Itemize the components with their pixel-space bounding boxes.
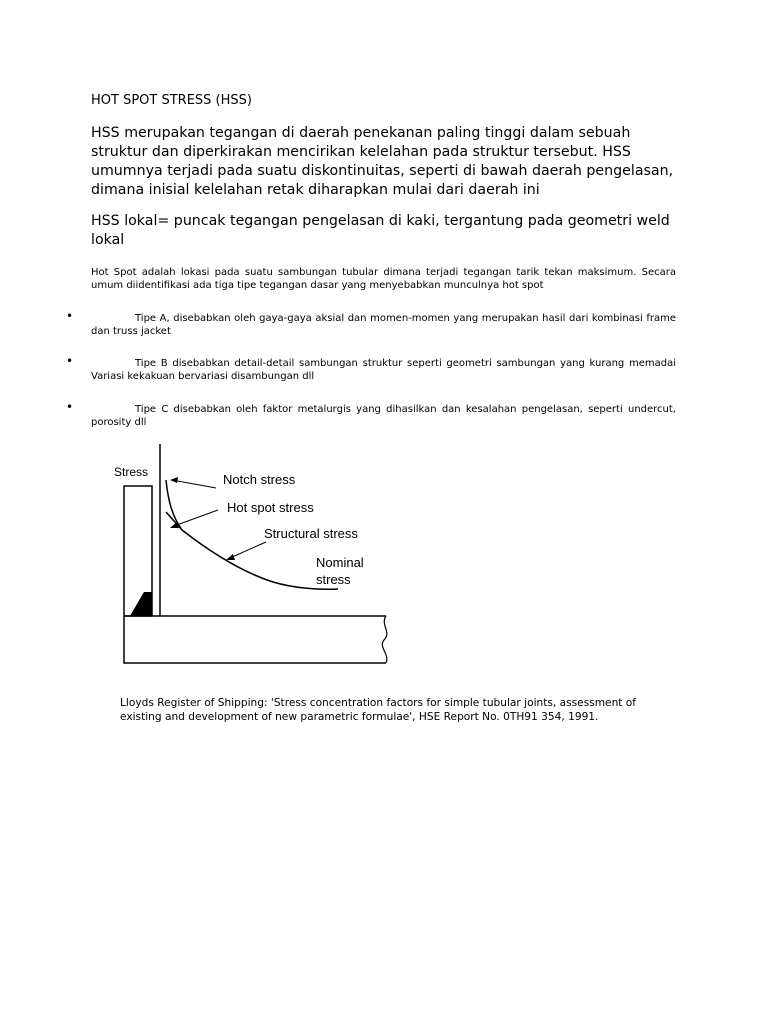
hot-spot-stress-label: Hot spot stress [227, 500, 314, 515]
stress-axis-label: Stress [114, 465, 149, 479]
structural-stress-label: Structural stress [264, 526, 358, 541]
bullet-dot-icon: • [66, 309, 74, 323]
arrow-structural [230, 542, 266, 558]
stress-diagram [108, 440, 398, 670]
paragraph-hss-definition: HSS merupakan tegangan di daerah penekanan paling tinggi dalam sebuah struktur dan diperkirakan mencirikan kelelahan pada struktur tersebut. HSS umumnya terjadi pada suatu diskontinuitas, seperti di bawah daerah pengelasan, dimana inisial kelelahan retak diharapkan mulai dari daerah ini [91, 125, 674, 198]
bullet-dot-icon: • [66, 400, 74, 414]
structural-stress-curve [166, 512, 338, 589]
arrow-hot-spot [174, 510, 218, 526]
reference-citation: Lloyds Register of Shipping: 'Stress concentration factors for simple tubular joints, assessment of existing and development of new parametric formulae', HSE Report No. 0TH91 354, 1991. [120, 697, 637, 723]
arrow-notch [172, 480, 216, 488]
bullet-dot-icon: • [66, 354, 74, 368]
bullet-text: Tipe C disebabkan oleh faktor metalurgis yang dihasilkan dan kesalahan pengelasan, seperti undercut, porosity dll [91, 404, 676, 428]
nominal-stress-label-line2: stress [316, 572, 351, 587]
weld-toe [130, 592, 152, 616]
horizontal-plate [124, 616, 386, 663]
paragraph-hot-spot: Hot Spot adalah lokasi pada suatu sambungan tubular dimana terjadi tegangan tarik tekan maksimum. Secara umum diidentifikasi ada tiga tipe tegangan dasar yang menyebabkan munculnya hot spot [91, 267, 676, 291]
bullet-text: Tipe A, disebabkan oleh gaya-gaya aksial dan momen-momen yang merupakan hasil dari kombinasi frame dan truss jacket [91, 313, 676, 337]
bullet-text: Tipe B disebabkan detail-detail sambungan struktur seperti geometri sambungan yang kurang memadai Variasi kekakuan bervariasi disambungan dll [91, 358, 676, 382]
chord-break-line [382, 616, 387, 663]
document-title: HOT SPOT STRESS (HSS) [91, 93, 252, 108]
paragraph-hss-local: HSS lokal= puncak tegangan pengelasan di kaki, tergantung pada geometri weld lokal [91, 213, 670, 248]
nominal-stress-label-line1: Nominal [316, 555, 364, 570]
notch-stress-label: Notch stress [223, 472, 296, 487]
arrow-structural-head [226, 554, 235, 560]
arrow-notch-head [170, 477, 178, 483]
notch-stress-curve [166, 480, 182, 530]
